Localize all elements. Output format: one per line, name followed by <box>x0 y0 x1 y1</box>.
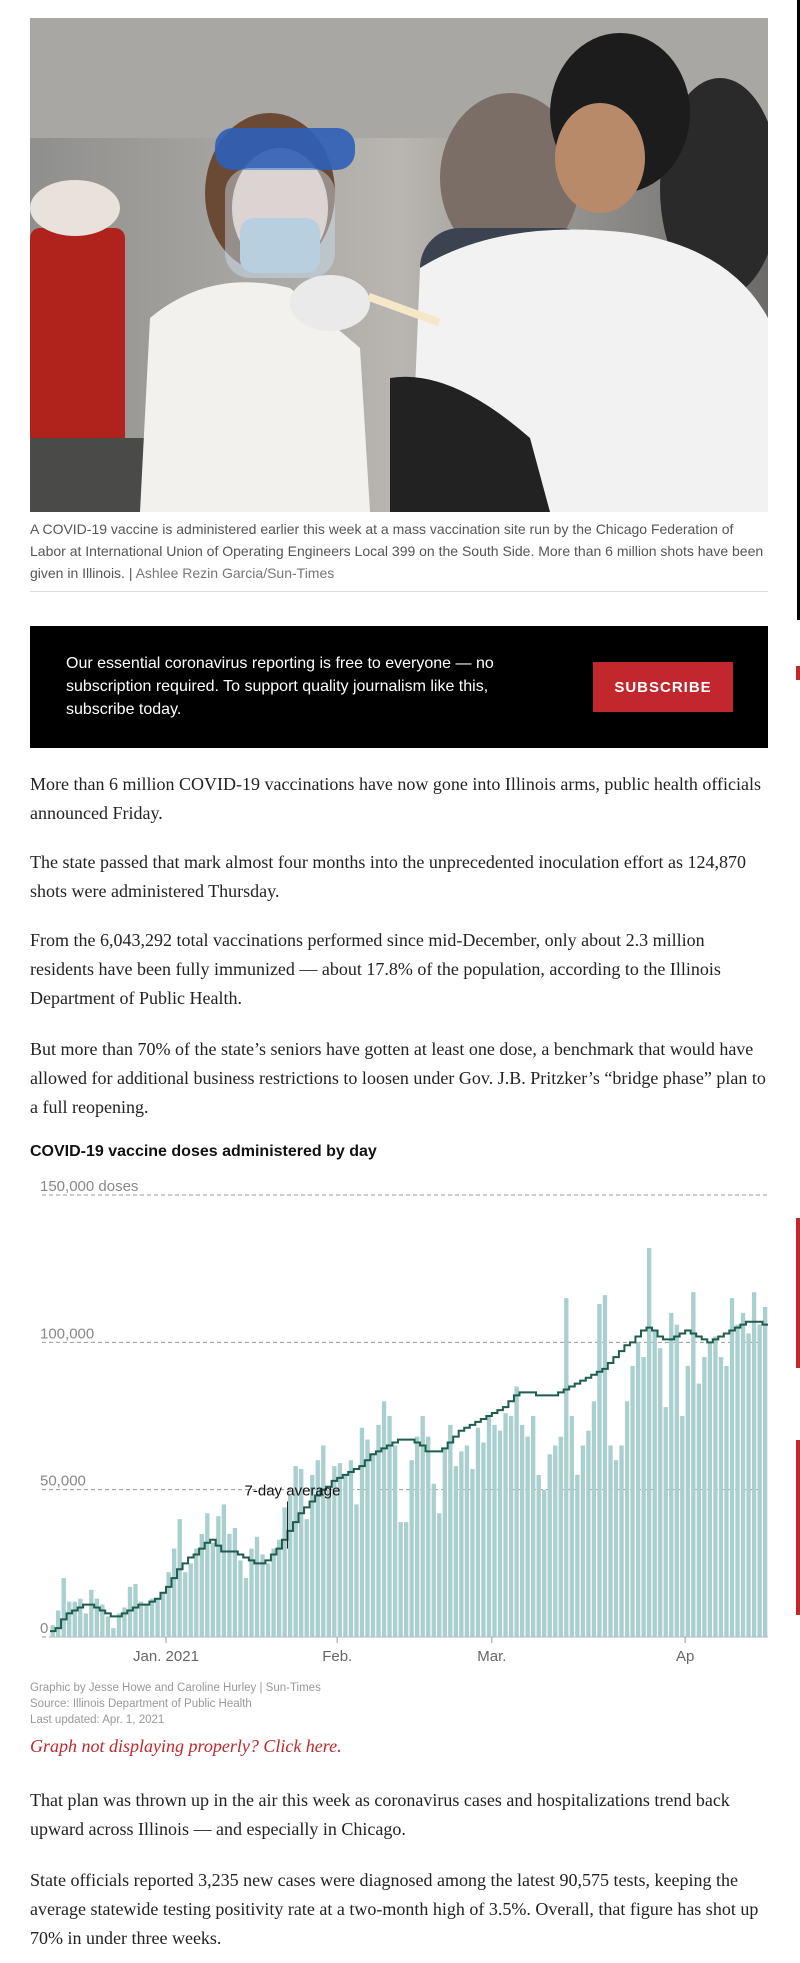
chart-bar <box>746 1333 750 1637</box>
chart-bar <box>503 1413 507 1637</box>
x-tick-label: Feb. <box>322 1648 353 1665</box>
chart-bar <box>487 1416 491 1637</box>
chart-bar <box>476 1428 480 1637</box>
vaccination-photo <box>30 18 768 512</box>
chart-bar <box>398 1522 402 1637</box>
chart-bar <box>222 1504 226 1637</box>
chart-bar <box>249 1549 253 1637</box>
chart-bar <box>288 1496 292 1637</box>
graph-help-link[interactable]: Graph not displaying properly? Click here. <box>30 1736 342 1756</box>
chart-bar <box>233 1528 237 1637</box>
chart-bar <box>415 1437 419 1637</box>
chart-bar <box>404 1522 408 1637</box>
caption-text: A COVID-19 vaccine is administered earlier this week at a mass vaccination site run by the Chicago Federation of Labor at International Union of Operating Engineers Local 399 on the South Side. More than 6 million shots have been given in Illinois. <box>30 521 764 581</box>
chart-bar <box>658 1348 662 1637</box>
subscription-promo <box>30 626 768 748</box>
x-tick-label: Jan. 2021 <box>133 1648 199 1665</box>
chart-bar <box>653 1331 657 1637</box>
chart-bar <box>282 1507 286 1637</box>
article-paragraph: But more than 70% of the state’s seniors have gotten at least one dose, a benchmark that would have allowed for additional business restrictions to loosen under Gov. J.B. Pritzker’s “bridge phase” plan to a full reopening. <box>30 1039 766 1117</box>
chart-bar <box>360 1428 364 1637</box>
chart-bar <box>498 1431 502 1637</box>
article-paragraph: More than 6 million COVID-19 vaccinations have now gone into Illinois arms, public health officials announced Friday. <box>30 774 762 823</box>
chart-bar <box>465 1445 469 1637</box>
chart-bar <box>470 1469 474 1637</box>
chart-bar <box>106 1616 110 1637</box>
chart-bar <box>669 1313 673 1637</box>
chart-bar <box>454 1466 458 1637</box>
chart-bar <box>111 1628 115 1637</box>
photo-caption <box>30 518 768 584</box>
x-tick-label: Mar. <box>477 1648 507 1665</box>
sidebar-accent <box>796 666 800 680</box>
chart-bar <box>520 1425 524 1637</box>
chart-notes <box>30 1680 321 1728</box>
chart-title: COVID-19 vaccine doses administered by day <box>30 1143 377 1160</box>
x-tick-label: Ap <box>675 1648 695 1665</box>
chart-bar <box>150 1599 154 1637</box>
chart-bar <box>492 1425 496 1637</box>
chart-bar <box>255 1537 259 1637</box>
chart-bar <box>178 1519 182 1637</box>
chart-bar <box>321 1445 325 1637</box>
chart-bar <box>271 1549 275 1637</box>
chart-bar <box>702 1357 706 1637</box>
sidebar-accent <box>796 1440 800 1615</box>
chart-bar <box>509 1416 513 1637</box>
chart-bar <box>211 1543 215 1637</box>
chart-bar <box>67 1602 71 1637</box>
caption-separator: | <box>128 565 133 581</box>
chart-bar <box>216 1516 220 1637</box>
chart-bar <box>625 1401 629 1637</box>
y-tick-label: 100,000 <box>40 1325 95 1343</box>
chart-bar <box>128 1587 132 1637</box>
y-tick-label: 50,000 <box>40 1472 86 1490</box>
chart-bar <box>144 1605 148 1637</box>
chart-bar <box>73 1602 77 1637</box>
chart-bar <box>592 1401 596 1637</box>
chart-bar <box>89 1590 93 1637</box>
chart-bar <box>305 1519 309 1637</box>
chart-bar <box>514 1387 518 1637</box>
chart-bar <box>548 1454 552 1637</box>
chart-bar <box>691 1292 695 1637</box>
chart-bar <box>432 1484 436 1637</box>
chart-bar <box>564 1298 568 1637</box>
article-paragraph: That plan was thrown up in the air this week as coronavirus cases and hospitalizations trend back upward across Illinois — and especially in Chicago. <box>30 1790 730 1839</box>
chart-bar <box>343 1475 347 1637</box>
chart-bar <box>630 1366 634 1637</box>
chart-bar <box>161 1593 165 1637</box>
chart-bar <box>763 1307 767 1637</box>
chart-bar <box>542 1490 546 1637</box>
chart-bar <box>597 1304 601 1637</box>
chart-bar <box>194 1549 198 1637</box>
subscribe-button[interactable]: SUBSCRIBE <box>593 662 733 712</box>
chart-updated: Last updated: Apr. 1, 2021 <box>30 1714 165 1726</box>
chart-bar <box>166 1572 170 1637</box>
chart-bar <box>410 1460 414 1637</box>
chart-bar <box>84 1613 88 1637</box>
chart-bar <box>603 1295 607 1637</box>
article-photo <box>30 18 768 512</box>
chart-source: Source: Illinois Department of Public Health <box>30 1698 252 1710</box>
chart-bar <box>537 1475 541 1637</box>
chart-bar <box>266 1563 270 1637</box>
chart-bar <box>647 1248 651 1637</box>
chart-bar <box>636 1342 640 1637</box>
article-paragraph: From the 6,043,292 total vaccinations performed since mid-December, only about 2.3 million residents have been fully immunized — about 17.8% of the population, according to the Illinois Department of Public Health. <box>30 930 721 1008</box>
chart-bar <box>189 1563 193 1637</box>
chart-bar <box>570 1416 574 1637</box>
chart-bar <box>56 1610 60 1637</box>
chart-bar <box>686 1366 690 1637</box>
chart-bar <box>78 1599 82 1637</box>
chart-byline: Graphic by Jesse Howe and Caroline Hurley | Sun-Times <box>30 1682 321 1694</box>
chart-bar <box>421 1416 425 1637</box>
bar-chart-svg <box>0 1170 800 1680</box>
chart-bar <box>349 1460 353 1637</box>
y-tick-label: 150,000 doses <box>40 1178 139 1195</box>
chart-bar <box>354 1504 358 1637</box>
chart-bar <box>735 1325 739 1637</box>
chart-bar <box>443 1448 447 1637</box>
chart-bar <box>100 1605 104 1637</box>
chart-bar <box>581 1445 585 1637</box>
article-paragraph: State officials reported 3,235 new cases were diagnosed among the latest 90,575 tests, keeping the average statewide testing positivity rate at a two-month high of 3.5%. Overall, that figure has shot up 70% in under three weeks. <box>30 1870 759 1948</box>
chart-bar <box>371 1454 375 1637</box>
chart-bar <box>531 1416 535 1637</box>
chart-bar <box>575 1475 579 1637</box>
chart-bar <box>708 1342 712 1637</box>
chart-bar <box>619 1445 623 1637</box>
caption-credit: Ashlee Rezin Garcia/Sun-Times <box>135 565 335 581</box>
chart-bar <box>614 1460 618 1637</box>
annotation-label: 7-day average <box>244 1482 341 1500</box>
chart-bar <box>205 1513 209 1637</box>
chart-bar <box>553 1445 557 1637</box>
chart-bar <box>327 1490 331 1637</box>
chart-bar <box>719 1357 723 1637</box>
chart-bar <box>437 1513 441 1637</box>
chart-bar <box>183 1572 187 1637</box>
chart-bar <box>365 1440 369 1637</box>
promo-text: Our essential coronavirus reporting is free to everyone — no subscription required. To support quality journalism like this, subscribe today. <box>66 655 494 718</box>
chart-bar <box>376 1425 380 1637</box>
chart-bar <box>277 1540 281 1637</box>
chart-bar <box>559 1437 563 1637</box>
chart-bar <box>664 1407 668 1637</box>
chart-bar <box>680 1416 684 1637</box>
chart-bar <box>724 1366 728 1637</box>
chart-bar <box>387 1416 391 1637</box>
chart-bar <box>448 1425 452 1637</box>
chart-bar <box>730 1298 734 1637</box>
chart-bar <box>586 1431 590 1637</box>
chart-bar <box>641 1357 645 1637</box>
sidebar-accent <box>796 1218 800 1368</box>
vaccine-doses-chart <box>0 1170 800 1680</box>
chart-bar <box>122 1608 126 1637</box>
article-paragraph: The state passed that mark almost four months into the unprecedented inoculation effort as 124,870 shots were administered Thursday. <box>30 852 746 901</box>
chart-bar <box>95 1599 99 1637</box>
chart-bar <box>133 1584 137 1637</box>
chart-bar <box>525 1437 529 1637</box>
chart-bar <box>675 1325 679 1637</box>
chart-bar <box>752 1292 756 1637</box>
chart-bar <box>172 1549 176 1637</box>
chart-bar <box>697 1384 701 1637</box>
chart-bar <box>713 1336 717 1637</box>
chart-bar <box>481 1443 485 1637</box>
chart-bar <box>244 1578 248 1637</box>
chart-bar <box>227 1534 231 1637</box>
chart-bar <box>382 1401 386 1637</box>
chart-bar <box>260 1554 264 1637</box>
chart-bar <box>393 1445 397 1637</box>
chart-bar <box>238 1560 242 1637</box>
chart-bar <box>155 1599 159 1637</box>
divider <box>30 591 768 592</box>
chart-bar <box>139 1602 143 1637</box>
chart-bar <box>608 1445 612 1637</box>
y-tick-label: 0 <box>40 1620 49 1637</box>
chart-bar <box>757 1325 761 1637</box>
chart-bar <box>741 1313 745 1637</box>
chart-bar <box>62 1578 66 1637</box>
chart-bar <box>426 1437 430 1637</box>
chart-bar <box>459 1451 463 1637</box>
